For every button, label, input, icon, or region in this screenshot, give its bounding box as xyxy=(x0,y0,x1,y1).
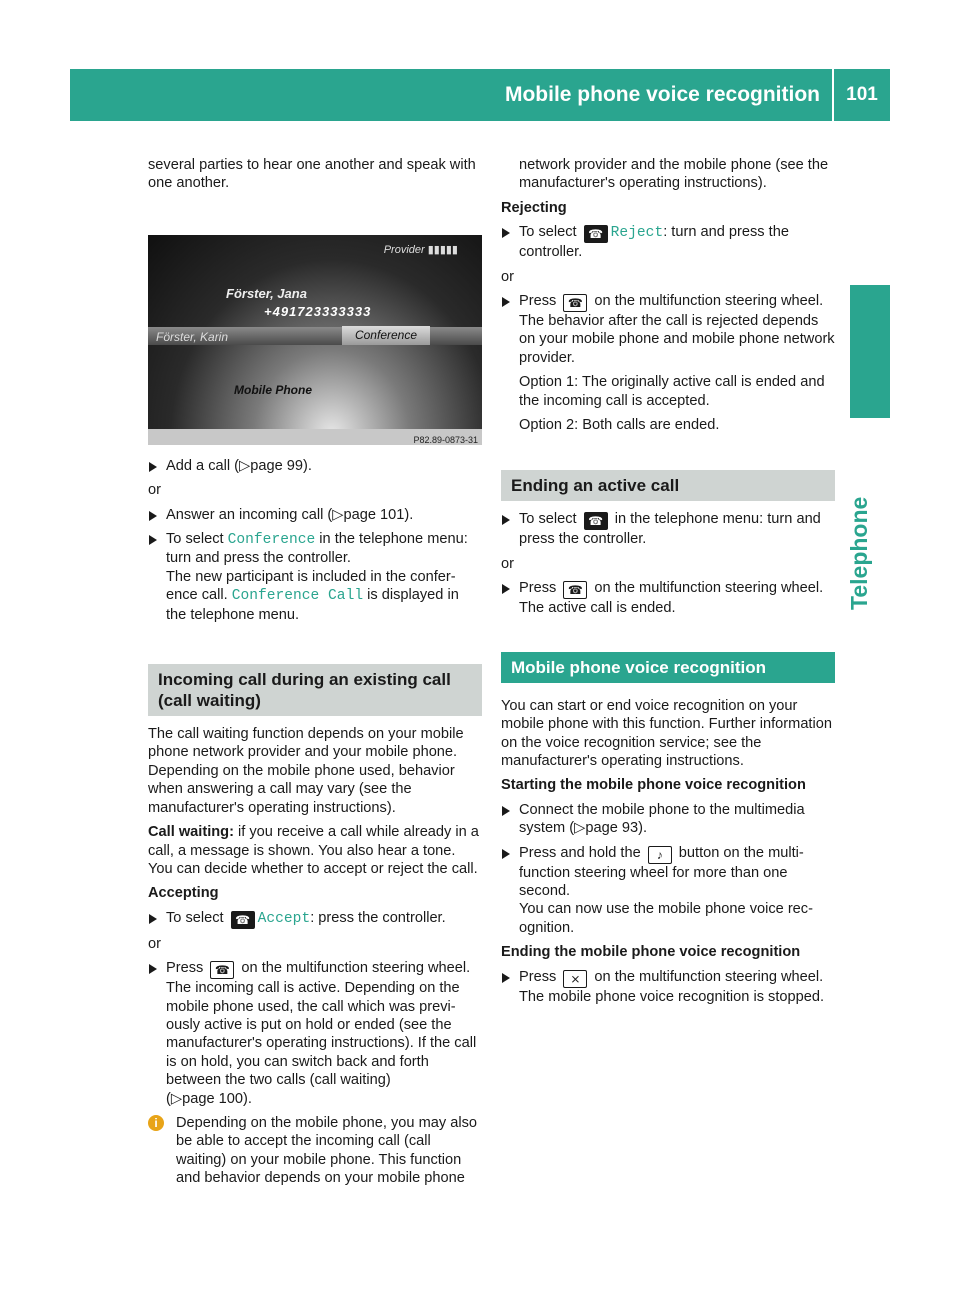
step-arrow-icon xyxy=(149,914,157,924)
voice-control-icon: ♪ xyxy=(648,846,672,864)
right-intro: network provider and the mobile phone (see the manufacturer's operating instructions). xyxy=(519,157,829,192)
page-ref-link[interactable]: page 100 xyxy=(182,1090,243,1107)
step-accept-select: To select ☎ Accept: press the controller. xyxy=(148,909,482,929)
left-column xyxy=(148,156,482,1188)
step-reject-select: To select ☎ Reject: turn and press the controller. xyxy=(501,223,835,261)
step-answer: Answer an incoming call (▷page 101). xyxy=(148,506,482,524)
menu-item-conference-call: Conference Call xyxy=(231,588,364,605)
telephone-screen-image xyxy=(148,235,482,445)
screen-conference-button: Conference xyxy=(342,326,430,345)
section-heading-voice-recognition: Mobile phone voice recognition xyxy=(501,652,835,683)
step-arrow-icon xyxy=(149,462,157,472)
section-heading-call-waiting: Incoming call during an existing call (call waiting) xyxy=(148,664,482,716)
page-ref-icon: ▷ xyxy=(332,506,344,523)
screen-footer xyxy=(148,429,482,445)
step-arrow-icon xyxy=(149,535,157,545)
image-code: P82.89-0873-31 xyxy=(413,434,478,445)
or-text: or xyxy=(148,935,161,952)
page-ref-icon: ▷ xyxy=(574,820,586,837)
accepting-heading: Accepting xyxy=(148,885,219,902)
info-icon: i xyxy=(148,1115,164,1131)
screen-name1: Förster, Jana xyxy=(226,285,307,301)
page-ref-link[interactable]: page 93 xyxy=(585,820,639,837)
or-text: or xyxy=(148,482,161,499)
step-arrow-icon xyxy=(502,849,510,859)
step-conference: To select Conference in the telephone menu: turn and press the controller. The new participant is included in the conference call. Conference Call is displayed in the telephone menu. xyxy=(148,530,482,624)
step-hold-voice: Press and hold the ♪ button on the multifunction steering wheel for more than one second. You can now use the mobile phone voice recognition. xyxy=(501,844,835,938)
phone-end-button-icon: ☎ xyxy=(563,581,587,599)
option-2: Option 2: Both calls are ended. xyxy=(519,417,720,434)
end-call-icon: ☎ xyxy=(584,512,608,530)
step-arrow-icon xyxy=(502,228,510,238)
header-title: Mobile phone voice recognition xyxy=(504,83,820,106)
screen-provider: Provider ▮▮▮▮▮ xyxy=(383,243,458,256)
page-header xyxy=(70,69,890,121)
menu-item-conference: Conference xyxy=(227,532,316,549)
step-arrow-icon xyxy=(502,584,510,594)
right-column xyxy=(501,156,835,1012)
or-text: or xyxy=(501,555,514,572)
step-arrow-icon xyxy=(502,806,510,816)
phone-accept-button-icon: ☎ xyxy=(210,961,234,979)
page-ref-icon: ▷ xyxy=(170,1090,183,1107)
accept-call-icon: ☎ xyxy=(231,911,255,929)
voice-off-icon: ⨯ xyxy=(563,970,587,988)
starting-heading: Starting the mobile phone voice recognition xyxy=(501,777,806,794)
step-reject-press: Press ☎ on the multifunction steering wheel. The behavior after the call is rejected depends on your mobile phone and mobile phone network provider. Option 1: The originally active call is ended and the incoming call is accepted. Option 2: Both calls are ended. xyxy=(501,292,835,434)
page-ref-icon: ▷ xyxy=(239,457,251,474)
menu-item-reject: Reject xyxy=(610,225,664,242)
rejecting-heading: Rejecting xyxy=(501,199,567,216)
option-1: Option 1: The originally active call is ended and the incoming call is accepted. xyxy=(519,374,825,409)
side-tab-label: Telephone xyxy=(846,496,872,610)
step-accept-press: Press ☎ on the multifunction steering wheel. The incoming call is active. Depending on the mobile phone used, the call which was previously active is put on hold or ended (see the manufacturer's operating instructions). If the call is on hold, you can switch back and forth between the two calls (call waiting) (▷page 100). xyxy=(148,959,482,1108)
step-arrow-icon xyxy=(502,297,510,307)
ending-heading: Ending the mobile phone voice recognition xyxy=(501,944,801,961)
step-connect: Connect the mobile phone to the multimedia system (▷page 93). xyxy=(501,801,835,838)
step-end-voice: Press ⨯ on the multifunction steering wheel. The mobile phone voice recognition is stopped. xyxy=(501,968,835,1006)
screen-number1: +491723333333 xyxy=(264,303,372,319)
section-heading-ending-call: Ending an active call xyxy=(501,470,835,501)
step-add-call: Add a call (▷page 99). xyxy=(148,457,482,475)
page-number: 101 xyxy=(846,84,878,105)
left-intro: several parties to hear one another and speak with one another. xyxy=(148,157,476,192)
voice-paragraph: You can start or end voice recognition on your mobile phone with this function. Further information on the voice recognition service; see the manufacturer's operating instructions. xyxy=(501,697,832,769)
step-end-select: To select ☎ in the telephone menu: turn and press the controller. xyxy=(501,510,835,548)
page-ref-link[interactable]: page 101 xyxy=(343,506,405,523)
side-tab-marker xyxy=(850,285,890,418)
screen-name2: Förster, Karin xyxy=(156,329,229,344)
screen-mobile-phone: Mobile Phone xyxy=(234,382,312,397)
call-waiting-paragraph: Call waiting: if you receive a call while already in a call, a message is shown. You also hear a tone. You can decide whether to accept or reject the call. xyxy=(148,824,479,877)
reject-call-icon: ☎ xyxy=(584,225,608,243)
page-ref-link[interactable]: page 99 xyxy=(250,457,304,474)
step-arrow-icon xyxy=(149,511,157,521)
step-end-press: Press ☎ on the multifunction steering wheel. The active call is ended. xyxy=(501,579,835,617)
info-note: i Depending on the mobile phone, you may also be able to accept the incoming call (call waiting) on your mobile phone. This function and behavior depends on your mobile phone xyxy=(148,1114,482,1188)
waiting-paragraph: The call waiting function depends on your mobile phone network provider and your mobile phone. Depending on the mobile phone used, behavior when answering a call may vary (see the manufacturer's operating instructions). xyxy=(148,726,464,816)
or-text: or xyxy=(501,268,514,285)
step-arrow-icon xyxy=(502,515,510,525)
step-arrow-icon xyxy=(149,964,157,974)
phone-reject-button-icon: ☎ xyxy=(563,294,587,312)
menu-item-accept: Accept xyxy=(257,910,311,927)
step-arrow-icon xyxy=(502,973,510,983)
